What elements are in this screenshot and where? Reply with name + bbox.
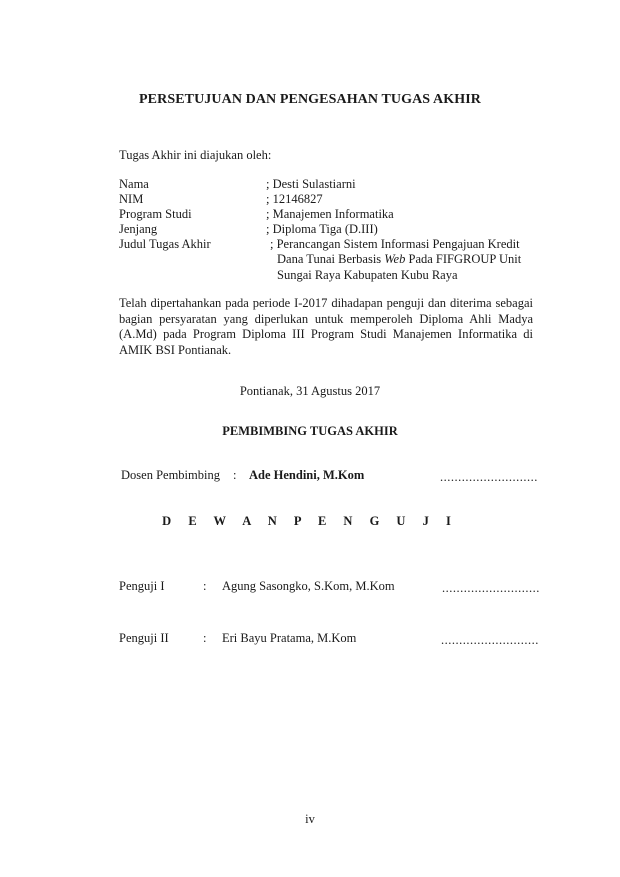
page-number: iv (305, 812, 315, 826)
judul-line-3: Sungai Raya Kabupaten Kubu Raya (277, 268, 458, 282)
pembimbing-heading: PEMBIMBING TUGAS AKHIR (222, 424, 398, 438)
penguji-1-signature-line: ........................... (442, 581, 540, 595)
field-label-nama: Nama (119, 177, 149, 191)
pembimbing-separator: : (233, 468, 237, 482)
field-value-jenjang: ; Diploma Tiga (D.III) (266, 222, 378, 236)
field-label-jenjang: Jenjang (119, 222, 158, 236)
field-value-program-studi: ; Manajemen Informatika (266, 207, 394, 221)
intro-text: Tugas Akhir ini diajukan oleh: (119, 148, 272, 162)
penguji-1-name: Agung Sasongko, S.Kom, M.Kom (222, 579, 395, 593)
judul-line-2 (277, 252, 521, 267)
judul-line-2-text-end: Pada FIFGROUP Unit (405, 252, 522, 266)
place-date: Pontianak, 31 Agustus 2017 (239, 384, 381, 398)
field-label-judul: Judul Tugas Akhir (119, 237, 211, 251)
field-value-nim: ; 12146827 (266, 192, 323, 206)
pembimbing-label: Dosen Pembimbing (121, 468, 220, 482)
dewan-penguji-heading: D E W A N P E N G U J I (162, 514, 458, 528)
penguji-2-separator: : (203, 631, 207, 645)
penguji-2-signature-line: ........................... (441, 633, 539, 647)
page-title: PERSETUJUAN DAN PENGESAHAN TUGAS AKHIR (139, 92, 481, 107)
penguji-1-separator: : (203, 579, 207, 593)
pembimbing-signature-line: ........................... (440, 470, 538, 484)
judul-line-2-text: Dana Tunai Berbasis (277, 252, 385, 266)
field-value-judul: ; Perancangan Sistem Informasi Pengajuan Kredit (270, 237, 520, 251)
penguji-1-label: Penguji I (119, 579, 165, 593)
judul-italic-web: Web (384, 252, 406, 266)
field-label-program-studi: Program Studi (119, 207, 192, 221)
penguji-2-name: Eri Bayu Pratama, M.Kom (222, 631, 357, 645)
field-label-nim: NIM (119, 192, 144, 206)
pembimbing-name: Ade Hendini, M.Kom (249, 468, 365, 482)
field-value-nama: ; Desti Sulastiarni (266, 177, 356, 191)
approval-paragraph: Telah dipertahankan pada periode I-2017 dihadapan penguji dan diterima sebagai bagian persyaratan yang diperlukan untuk memperoleh Diploma Ahli Madya (A.Md) pada Program Diploma III Program Studi Manajemen Informatika di AMIK BSI Pontianak. (119, 296, 533, 357)
penguji-2-label: Penguji II (119, 631, 169, 645)
